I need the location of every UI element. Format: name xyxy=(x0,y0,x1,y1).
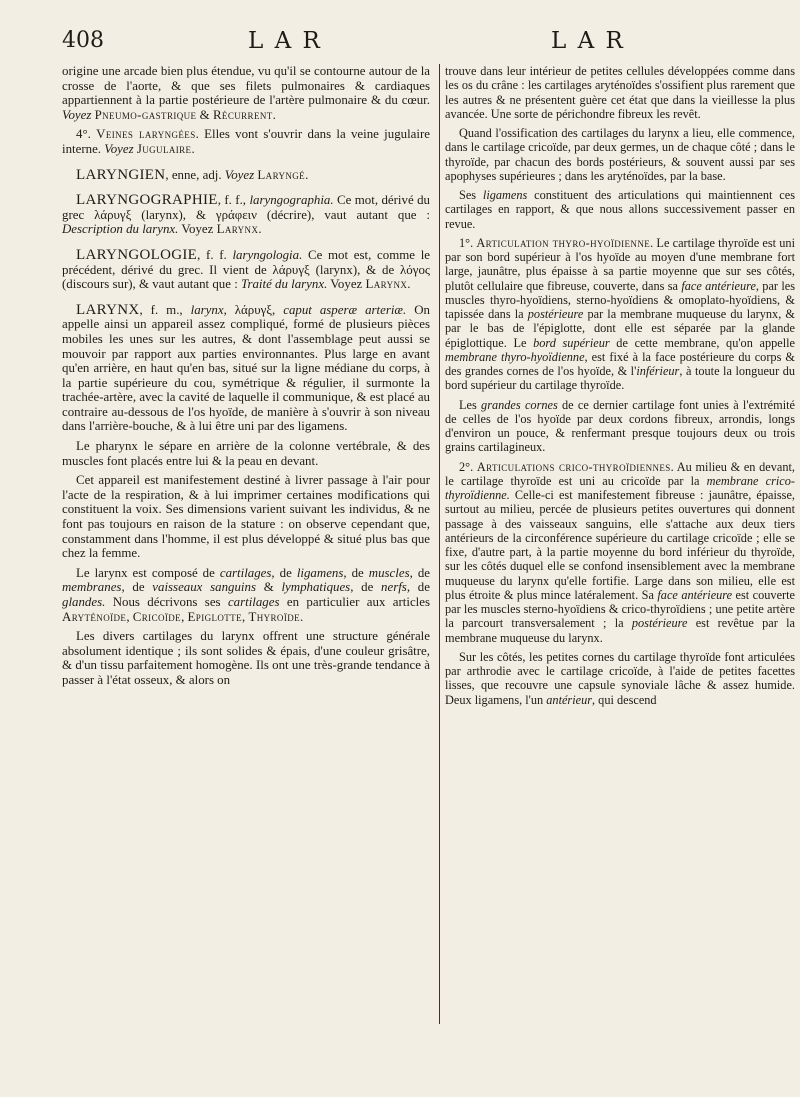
text-run: . xyxy=(305,167,309,182)
text-run: postérieure xyxy=(631,616,688,631)
text-run: . Le cartilage thyroïde est uni par son bord supérieur à l'os hyoïde au moyen d'une membrane fort large, jaunâtre, plus épaisse à sa partie moyenne que sur ses côtés, plutôt cellulaire que fibreuse, couverte, dans sa xyxy=(445,235,795,293)
paragraph xyxy=(445,126,795,183)
text-run: . Au milieu & en devant, le cartilage thyroïde est uni au cricoïde par la xyxy=(445,459,795,488)
text-run: Larynx xyxy=(216,222,259,237)
right-text-column xyxy=(445,64,795,712)
text-run: cartilages xyxy=(227,595,280,609)
text-run: On appelle ainsi un appareil assez compliqué, formé de plusieurs pièces mobiles les unes sur les autres, & dont l'assemblage peut aussi se mouvoir par rapport aux parties environnantes. Plus large en avant qu'en arrière, en haut qu'en bas, situé sur la ligne médiane du corps, à la partie supérieure du cou, symétrique & régulier, il surmonte la trachée-artère, avec la cavité de laquelle il communique, & est placé au contraire au-dessous de l'os hyoïde, de manière à s'ouvrir à son niveau dans l'arrière-bouche, & à lui être uni par des ligamens. xyxy=(62,302,430,434)
paragraph xyxy=(62,127,430,156)
text-run: , enne, adj. xyxy=(165,167,225,182)
text-run: Epiglotte xyxy=(187,609,242,624)
text-run: antérieur xyxy=(546,692,593,707)
text-run: Nous décrivons ses xyxy=(105,595,228,609)
text-run: constituent des articulations qui maintiennent ces cartilages en rapport, & que nous allons successivement passer en revue. xyxy=(445,188,795,231)
text-run: Récurrent xyxy=(212,107,273,122)
text-run: larynx xyxy=(190,302,224,317)
text-run: Cet appareil est manifestement destiné à livrer passage à l'air pour l'acte de la respiration, & à lui imprimer certaines modifications qui constituent la voix. Ses dimensions varient suivant les individus, & ne font pas toujours en raison de la stature : on observe cependant que, constamment dans l'homme, il est plus développé & situé plus bas que chez la femme. xyxy=(62,473,430,561)
text-run: laryngologia. xyxy=(232,247,303,262)
text-run: , xyxy=(126,609,133,624)
text-run: glandes. xyxy=(62,595,106,609)
dictionary-entry xyxy=(62,303,430,434)
text-run: vaisseaux sanguins xyxy=(152,580,256,595)
text-run: Ce mot, dérivé du grec λάρυγξ (larynx), & γράφειν (décrire), vaut autant que : xyxy=(62,193,430,222)
text-run: laryngographia. xyxy=(249,193,334,208)
text-run: & xyxy=(196,107,213,122)
text-run: , xyxy=(181,609,188,624)
headword: LARYNGOLOGIE xyxy=(76,246,198,263)
text-run: , qui descend xyxy=(592,692,657,707)
text-run: Articulations crico-thyroïdiennes xyxy=(476,459,671,474)
text-run: membrane crico-thyroïdienne. xyxy=(445,473,795,502)
page-number: 408 xyxy=(62,28,104,53)
text-run: Ce mot est, comme le précédent, dérivé du grec. Il vient de λάρυγξ (larynx), & de λόγος (discours sur), & vaut autant que : xyxy=(62,247,430,292)
column-divider xyxy=(439,64,440,1024)
text-run: Larynx xyxy=(365,277,408,292)
text-run: , de xyxy=(409,565,430,580)
running-head-right: L A R xyxy=(551,28,625,54)
text-run: , à toute la longueur du bord supérieur du cartilage thyroïde. xyxy=(445,364,795,393)
text-run: postérieure xyxy=(527,307,584,321)
text-run: , est fixé à la face postérieure du corps & des grandes cornes de l'os hyoïde, & l' xyxy=(445,349,795,378)
paragraph xyxy=(62,566,430,624)
text-run: 2°. xyxy=(459,459,477,474)
text-run: Voyez xyxy=(327,277,366,292)
text-run: Articulation thyro-hyoïdienne xyxy=(476,235,651,250)
text-run: . xyxy=(300,609,304,624)
text-run: membranes xyxy=(62,580,122,595)
running-header xyxy=(0,28,800,62)
text-run: ligamens xyxy=(482,188,528,202)
text-run: Voyez xyxy=(104,141,134,156)
text-run: Description du larynx. xyxy=(62,222,179,237)
text-run: Thyroïde xyxy=(248,609,301,624)
text-run: , f. m., xyxy=(139,302,191,317)
dictionary-entry xyxy=(62,168,430,183)
running-head-left: L A R xyxy=(248,28,322,54)
text-run: face antérieure xyxy=(657,587,733,602)
text-run: , de xyxy=(343,565,369,580)
left-text-column xyxy=(62,64,430,693)
text-run: bord supérieur xyxy=(533,335,610,350)
headword: LARYNGIEN xyxy=(76,166,166,183)
paragraph xyxy=(445,398,795,455)
headword: LARYNX xyxy=(76,301,140,318)
text-run: , de xyxy=(271,565,297,580)
text-run: , f. f. xyxy=(197,247,233,262)
text-run: inférieur xyxy=(636,364,680,378)
text-run: , par les muscles thyro-hyoïdiens, sterno-hyoïdiens & omoplato-hyoïdiens, & tapissée dans la xyxy=(445,278,795,321)
text-run: nerfs xyxy=(381,580,407,595)
text-run: Les divers cartilages du larynx offrent une structure générale absolument identique ; ils sont solides & épais, d'une couleur grisâtre, & d'un tissu parfaitement homogène. Ils ont une très-grande tendance à passer à l'état osseux, & alors on xyxy=(62,629,430,687)
text-run: 1°. xyxy=(459,235,477,250)
paragraph xyxy=(445,188,795,231)
paragraph xyxy=(445,64,795,121)
text-run: . xyxy=(191,141,195,156)
text-run: trouve dans leur intérieur de petites cellules développées comme dans les os du crâne : les cartilages aryténoïdes s'ossifient plus rarement que les autres & ne présentent guère cet état que dans la vieillesse la plus avancée. Une sorte de périchondre fibreux les revêt. xyxy=(445,64,795,121)
text-run: . Elles vont s'ouvrir dans la veine jugulaire interne. xyxy=(62,127,431,156)
text-run: Veines laryngées xyxy=(96,127,196,142)
paragraph xyxy=(62,439,430,468)
text-run: ligamens xyxy=(296,565,344,580)
text-run: . xyxy=(258,222,262,237)
text-run: Le larynx est composé de xyxy=(76,565,220,580)
text-run: par la membrane muqueuse du larynx, & par le bas de l'épiglotte, dont elle est séparée par la glande épiglottique. Le xyxy=(445,307,795,350)
text-run: , f. f., xyxy=(217,193,250,208)
text-run: . xyxy=(272,107,276,122)
text-run: , de xyxy=(350,580,382,595)
paragraph xyxy=(62,64,430,122)
text-run: & xyxy=(255,580,282,595)
text-run: Voyez xyxy=(224,167,255,182)
text-run: , de xyxy=(121,580,153,595)
text-run: Pneumo-gastrique xyxy=(94,107,197,122)
dictionary-entry xyxy=(62,248,430,292)
text-run: Cricoïde xyxy=(132,609,182,624)
text-run: est revêtue par la membrane muqueuse du larynx. xyxy=(445,616,795,645)
text-run: Ses xyxy=(459,188,483,202)
text-run: , λάρυγξ, xyxy=(223,302,284,317)
text-run: face antérieure xyxy=(681,278,756,293)
text-run: , de xyxy=(406,580,430,595)
paragraph xyxy=(62,629,430,687)
text-run: Sur les côtés, les petites cornes du cartilage thyroïde font articulées par arthrodie avec le cartilage cricoïde, à l'aide de petites facettes lisses, que recouvre une capsule synoviale lâche & assez humide. Deux ligamens, l'un xyxy=(445,649,795,707)
paragraph xyxy=(445,650,795,707)
text-run: en particulier aux articles xyxy=(279,595,430,609)
text-run: , xyxy=(241,609,249,624)
text-run: 4°. xyxy=(76,127,97,142)
text-run: origine une arcade bien plus étendue, vu qu'il se contourne autour de la crosse de l'aorte, & que ses filets pulmonaires & cardiaques appartiennent à la partie postérieure de l'artère pulmonaire & du cœur. xyxy=(62,64,430,108)
paragraph xyxy=(445,236,795,393)
headword: LARYNGOGRAPHIE xyxy=(76,192,218,209)
text-run: Jugulaire xyxy=(136,141,192,156)
text-run: Les xyxy=(459,397,482,412)
text-run: Celle-ci est manifestement fibreuse : jaunâtre, épaisse, surtout au milieu, percée de plusieurs petites ouvertures qui donnent passage à des vaisseaux sanguins, elle s'attache aux deux tiers antérieurs de la circonférence supérieure du cartilage cricoïde ; elle se fixe, d'autre part, à la partie moyenne du bord inférieur du thyroïde, sur les côtés duquel elle se confond insensiblement avec la membrane muqueuse du larynx qu'elle fortifie. Large dans son milieu, elle est plus étroite & plus mince latéralement. Sa xyxy=(445,488,795,602)
text-run: Traité du larynx. xyxy=(241,277,328,292)
text-run: Le pharynx le sépare en arrière de la colonne vertébrale, & des muscles font placés entre lui & la peau en devant. xyxy=(62,439,430,468)
text-run: de ce dernier cartilage font unies à l'extrémité de celles de l'os hyoïde par deux cordons fibreux, arrondis, longs d'environ un pouce, & renfermant presque toujours deux ou trois grains cartilagineux. xyxy=(445,397,795,455)
text-run: grandes cornes xyxy=(481,397,558,412)
text-run: Voyez xyxy=(178,222,217,237)
text-run: de cette membrane, qu'on appelle xyxy=(609,335,796,350)
dictionary-entry xyxy=(62,193,430,237)
text-run: membrane thyro-hyoïdienne xyxy=(445,349,585,364)
text-run: . xyxy=(407,277,411,292)
text-run: Quand l'ossification des cartilages du larynx a lieu, elle commence, dans le cartilage cricoïde, par deux germes, un de chaque côté ; dans le thyroïde, par chacun des bords postérieurs, & souvent aussi par ses apophyses supérieures ; dans les aryténoïdes, par la base. xyxy=(445,126,795,183)
text-run: Voyez xyxy=(62,107,92,122)
paragraph xyxy=(445,460,795,645)
text-run: cartilages xyxy=(219,565,272,580)
paragraph xyxy=(62,473,430,561)
text-run: caput asperæ arteriæ. xyxy=(283,302,407,317)
text-run: Aryténoïde xyxy=(62,609,127,624)
text-run: est couverte par les muscles sterno-hyoïdiens & crico-thyroïdiens ; une petite artère la parcourt transversalement ; la xyxy=(445,587,796,631)
text-run: lymphatiques xyxy=(281,580,351,595)
text-run: Laryngé xyxy=(257,167,306,182)
text-run: muscles xyxy=(368,565,410,580)
